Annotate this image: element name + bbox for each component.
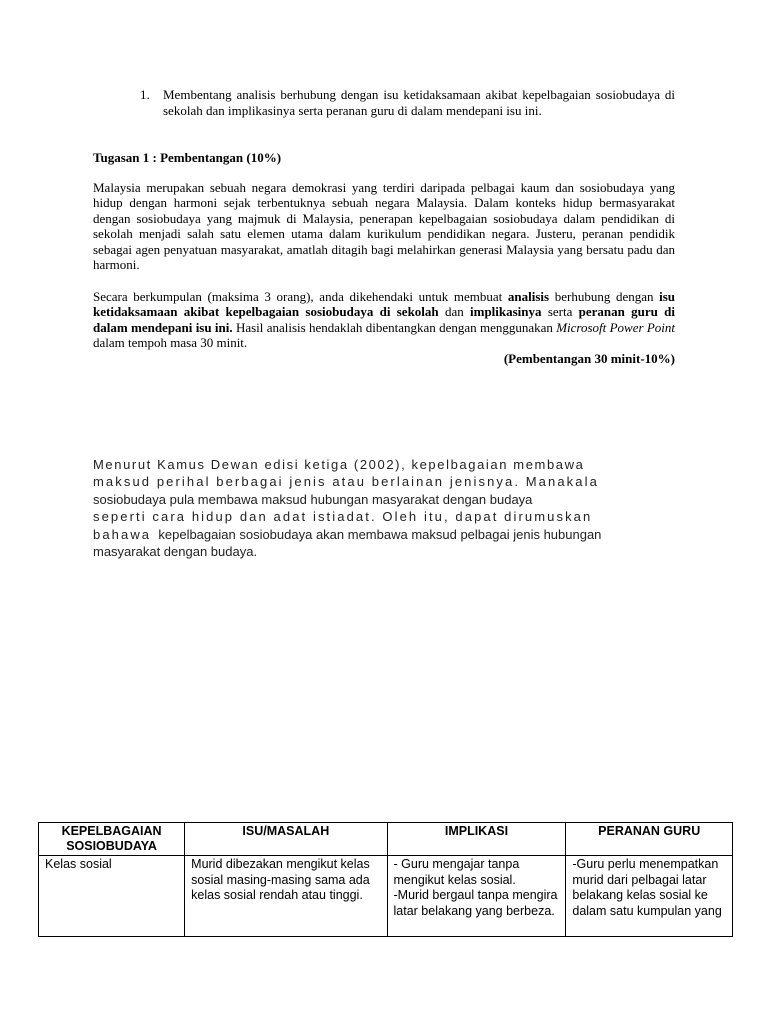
instruction-bold-analysis: analisis (507, 289, 550, 304)
instruction-software: Microsoft Power Point (556, 319, 676, 335)
instruction-text: berhubung dengan (554, 289, 654, 304)
intro-paragraph: Malaysia merupakan sebuah negara demokrasi yang terdiri daripada pelbagai kaum dan sosiobudaya yang hidup dengan harmoni sejak terbentuknya sebuah negara Malaysia. Dalam konteks hidup bermasyarakat dengan sosiobudaya yang majmuk di Malaysia, penerapan kepelbagaian sosiobudaya dalam pendidikan di sekolah menjadi salah satu elemen utama dalam kurikulum pendidikan negara. Justeru, peranan pendidik sebagai agen penyatuan masyarakat, amatlah ditagih bagi melahirkan generasi Malaysia yang bersatu padu dan harmoni. (93, 180, 675, 273)
instruction-text: Hasil analisis hendaklah dibentangkan dengan menggunakan (235, 319, 553, 335)
instruction-text: dalam tempoh masa 30 minit. (93, 335, 248, 351)
task-text: Membentang analisis berhubung dengan isu ketidaksamaan akibat kepelbagaian sosiobudaya di sekolah dan implikasinya serta peranan guru di dalam mendepani isu ini. (163, 87, 675, 118)
section-heading: Tugasan 1 : Pembentangan (10%) (93, 150, 282, 165)
task-number: 1. (140, 87, 150, 102)
definition-line: bahawa (93, 526, 152, 542)
analysis-table (38, 822, 733, 937)
instruction-text: serta (547, 304, 573, 320)
presentation-note: (Pembentangan 30 minit-10%) (503, 350, 675, 366)
table-cell: Murid dibezakan mengikut kelas sosial masing-masing sama ada kelas sosial rendah atau tinggi. (185, 856, 387, 937)
task-item (140, 87, 675, 119)
definition-line: maksud perihal berbagai jenis atau berlainan jenisnya. Manakala (93, 474, 599, 490)
column-header: PERANAN GURU (566, 823, 733, 856)
table-header-row (39, 823, 733, 856)
definition-line: seperti cara hidup dan adat istiadat. Oleh itu, dapat dirumuskan (93, 509, 593, 525)
instruction-text: dan (444, 304, 464, 320)
definition-line: Menurut Kamus Dewan edisi ketiga (2002), kepelbagaian membawa (93, 457, 585, 472)
instruction-bold-issue: isu ketidaksamaan akibat kepelbagaian sosiobudaya di sekolah (93, 289, 676, 320)
instruction-text: Secara berkumpulan (maksima 3 orang), anda dikehendaki untuk membuat (93, 289, 503, 304)
definition-paragraph (93, 456, 693, 560)
definition-line: kepelbagaian sosiobudaya akan membawa maksud pelbagai jenis hubungan (158, 526, 602, 542)
definition-line: sosiobudaya pula membawa maksud hubungan masyarakat dengan budaya (93, 491, 533, 507)
cell-line: - Guru mengajar tanpa mengikut kelas sosial. (393, 857, 520, 887)
definition-line: masyarakat dengan budaya. (93, 544, 258, 560)
instruction-bold-implication: implikasinya (470, 304, 542, 320)
column-header: ISU/MASALAH (185, 823, 387, 856)
table-cell: -Guru perlu menempatkan murid dari pelbagai latar belakang kelas sosial ke dalam satu kumpulan yang (566, 856, 733, 937)
cell-line: -Murid bergaul tanpa mengira latar belakang yang berbeza. (393, 888, 558, 918)
column-header: KEPELBAGAIAN SOSIOBUDAYA (39, 823, 185, 856)
instruction-bold-teacher-role: peranan guru di dalam mendepani isu ini. (93, 304, 675, 335)
definition-line-combined (93, 526, 693, 543)
table-cell: Kelas sosial (39, 856, 185, 937)
column-header: IMPLIKASI (387, 823, 566, 856)
table-row (39, 856, 733, 937)
instruction-paragraph (93, 289, 675, 366)
table-cell (387, 856, 566, 937)
